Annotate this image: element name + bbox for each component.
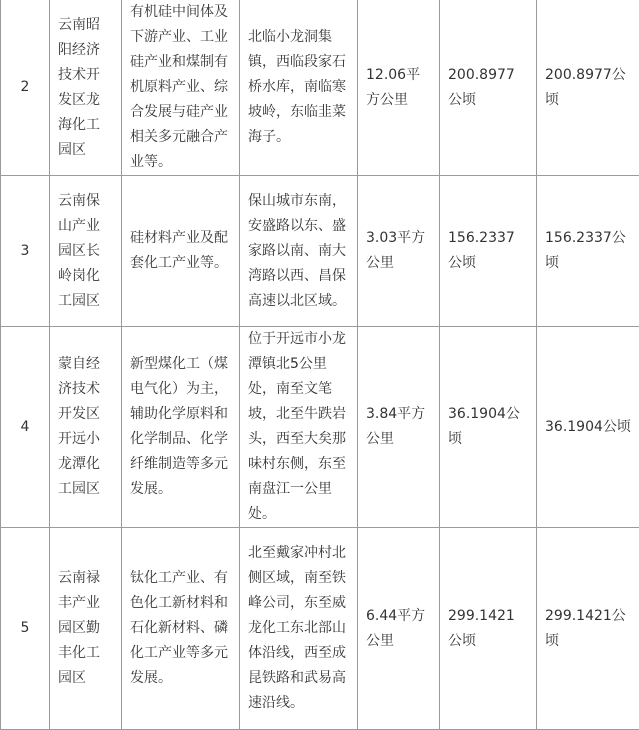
area-hectares-2: 36.1904公顷 [537,327,639,528]
area-hectares: 156.2337公顷 [440,176,537,327]
planned-area: 12.06平方公里 [358,0,440,176]
area-hectares: 36.1904公顷 [440,327,537,528]
park-boundary: 位于开远市小龙潭镇北5公里处，南至文笔坡，北至牛跌岩头，西至大矣那味村东侧，东至南盘江一公里处。 [240,327,358,528]
table-row [1,327,639,528]
industry-positioning: 新型煤化工（煤电气化）为主，辅助化学原料和化学制品、化学纤维制造等多元发展。 [122,327,240,528]
park-boundary: 北至戴家冲村北侧区域，南至铁峰公司，东至威龙化工东北部山体沿线，西至成昆铁路和武易高速沿线。 [240,528,358,730]
row-number: 3 [1,176,50,327]
planned-area: 3.03平方公里 [358,176,440,327]
row-number: 4 [1,327,50,528]
area-hectares: 299.1421公顷 [440,528,537,730]
park-boundary: 北临小龙洞集镇，西临段家石桥水库，南临寒坡岭，东临韭菜海子。 [240,0,358,176]
table-row [1,0,639,176]
area-hectares-2: 156.2337公顷 [537,176,639,327]
table-row [1,528,639,730]
row-number: 2 [1,0,50,176]
park-boundary: 保山城市东南，安盛路以东、盛家路以南、南大湾路以西、昌保高速以北区域。 [240,176,358,327]
planned-area: 3.84平方公里 [358,327,440,528]
park-name: 云南保山产业园区长岭岗化工园区 [50,176,122,327]
park-name: 云南禄丰产业园区勤丰化工园区 [50,528,122,730]
area-hectares-2: 299.1421公顷 [537,528,639,730]
park-name: 云南昭阳经济技术开发区龙海化工园区 [50,0,122,176]
industry-positioning: 硅材料产业及配套化工产业等。 [122,176,240,327]
planned-area: 6.44平方公里 [358,528,440,730]
area-hectares-2: 200.8977公顷 [537,0,639,176]
table-row [1,176,639,327]
area-hectares: 200.8977公顷 [440,0,537,176]
row-number: 5 [1,528,50,730]
park-name: 蒙自经济技术开发区开远小龙潭化工园区 [50,327,122,528]
industry-positioning: 钛化工产业、有色化工新材料和石化新材料、磷化工产业等多元发展。 [122,528,240,730]
industry-positioning: 有机硅中间体及下游产业、工业硅产业和煤制有机原料产业、综合发展与硅产业相关多元融合产业等。 [122,0,240,176]
